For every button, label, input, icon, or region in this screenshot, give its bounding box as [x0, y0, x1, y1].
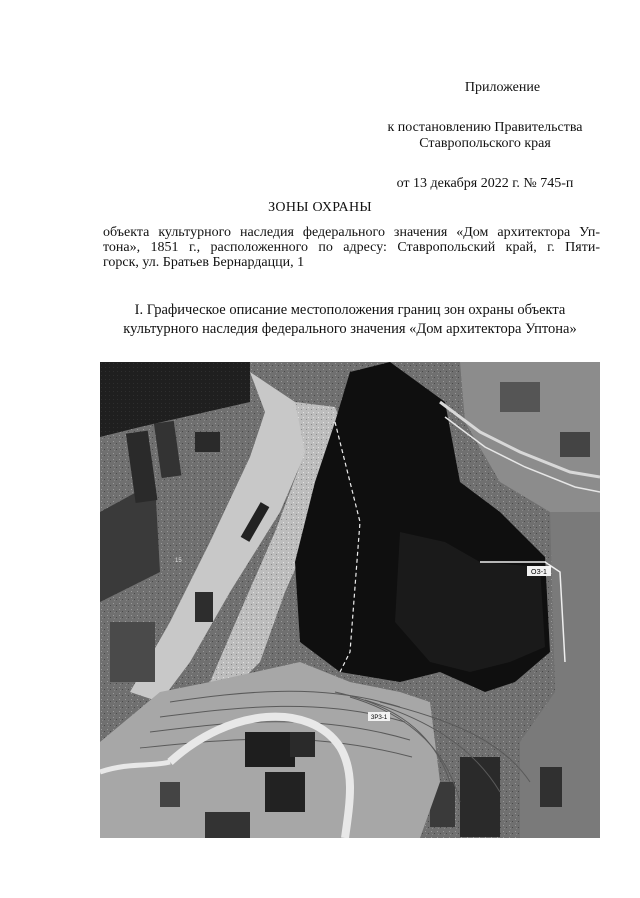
object-description: [103, 225, 600, 270]
section-heading-line-2: культурного наследия федерального значения «Дом архитектора Уптона»: [123, 321, 577, 337]
resolution-line-2: Ставропольского края: [419, 136, 551, 151]
map-label-oz: ОЗ-1: [531, 569, 547, 576]
appendix-label: Приложение: [464, 80, 541, 95]
description-line-2: тона», 1851 г., расположенного по адресу: Ставропольский край, г. Пяти-: [103, 240, 600, 255]
zone-map-image: [100, 362, 600, 838]
map-label-zrz: ЗРЗ-1: [370, 715, 388, 721]
resolution-date: от 13 декабря 2022 г. № 745-п: [396, 176, 574, 191]
document-title: ЗОНЫ ОХРАНЫ: [268, 200, 372, 215]
resolution-line-1: к постановлению Правительства: [387, 120, 583, 135]
zone-map: [100, 362, 600, 838]
resolution-reference: [360, 120, 610, 152]
description-line-3: горск, ул. Братьев Бернардацци, 1: [103, 255, 305, 270]
section-heading: [100, 301, 600, 339]
section-heading-line-1: I. Графическое описание местоположения границ зон охраны объекта: [134, 302, 566, 318]
map-label-number: 15: [175, 558, 182, 564]
description-line-1: объекта культурного наследия федерального значения «Дом архитектора Уп-: [103, 225, 600, 240]
appendix-header: [360, 80, 610, 192]
